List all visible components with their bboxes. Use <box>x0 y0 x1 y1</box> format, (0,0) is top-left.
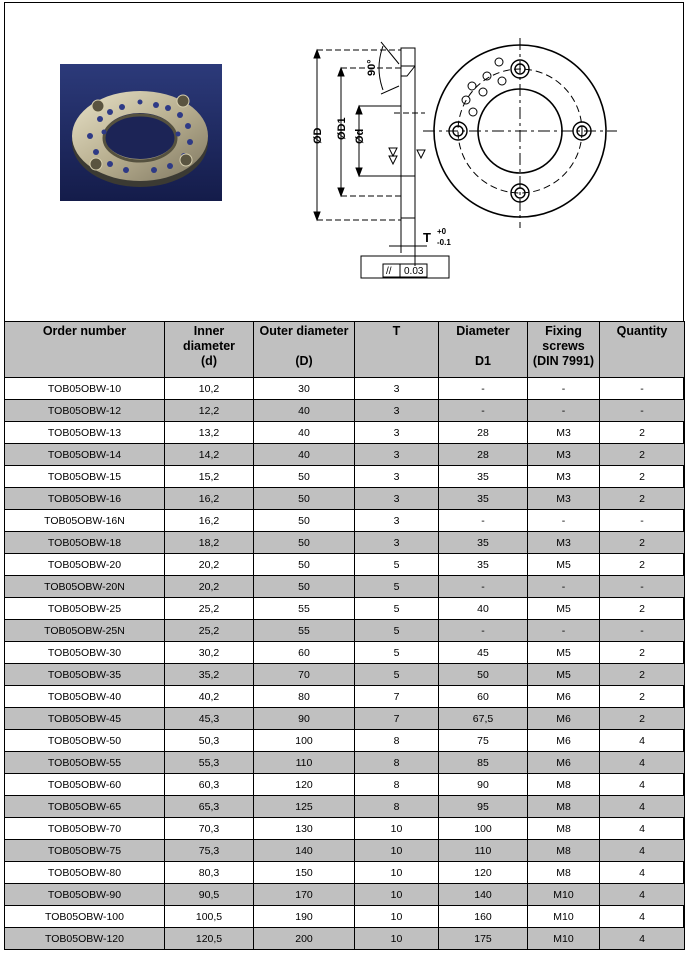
cell-order: TOB05OBW-35 <box>5 664 165 686</box>
cell-d1: 35 <box>439 554 528 576</box>
cell-outer: 55 <box>254 620 355 642</box>
table-row <box>5 620 685 642</box>
table-row <box>5 664 685 686</box>
cell-screw: M3 <box>528 532 600 554</box>
cell-outer: 70 <box>254 664 355 686</box>
cell-outer: 50 <box>254 554 355 576</box>
cell-inner: 20,2 <box>165 554 254 576</box>
cell-qty: 4 <box>600 884 685 906</box>
cell-inner: 120,5 <box>165 928 254 950</box>
cell-screw: M8 <box>528 796 600 818</box>
cell-qty: 4 <box>600 818 685 840</box>
cell-d1: - <box>439 576 528 598</box>
cell-outer: 170 <box>254 884 355 906</box>
table-row <box>5 466 685 488</box>
cell-t: 3 <box>355 466 439 488</box>
cell-inner: 55,3 <box>165 752 254 774</box>
inner-diameter-label: Ød <box>354 128 366 144</box>
cell-qty: 4 <box>600 862 685 884</box>
header-row <box>5 322 685 378</box>
cell-order: TOB05OBW-12 <box>5 400 165 422</box>
cell-qty: 2 <box>600 488 685 510</box>
cell-screw: - <box>528 576 600 598</box>
cell-screw: - <box>528 620 600 642</box>
cell-qty: 2 <box>600 664 685 686</box>
cell-inner: 25,2 <box>165 598 254 620</box>
table-row <box>5 598 685 620</box>
cell-inner: 80,3 <box>165 862 254 884</box>
cell-t: 10 <box>355 906 439 928</box>
cell-qty: 2 <box>600 422 685 444</box>
table-row <box>5 730 685 752</box>
cell-d1: 160 <box>439 906 528 928</box>
header-outer-diameter: Outer diameter (D) <box>254 322 355 378</box>
table-row <box>5 884 685 906</box>
pcd-label: ØD1 <box>336 117 348 140</box>
cell-t: 3 <box>355 444 439 466</box>
cell-order: TOB05OBW-18 <box>5 532 165 554</box>
cell-screw: M8 <box>528 862 600 884</box>
table-row <box>5 752 685 774</box>
table-row <box>5 862 685 884</box>
cell-order: TOB05OBW-120 <box>5 928 165 950</box>
cell-order: TOB05OBW-15 <box>5 466 165 488</box>
cell-inner: 10,2 <box>165 378 254 400</box>
cell-inner: 35,2 <box>165 664 254 686</box>
cell-t: 10 <box>355 884 439 906</box>
table-row <box>5 576 685 598</box>
cell-inner: 20,2 <box>165 576 254 598</box>
cell-d1: 85 <box>439 752 528 774</box>
cell-screw: M3 <box>528 488 600 510</box>
cell-screw: M10 <box>528 884 600 906</box>
cell-d1: 140 <box>439 884 528 906</box>
cell-qty: 2 <box>600 444 685 466</box>
header-quantity: Quantity <box>600 322 685 378</box>
cell-inner: 15,2 <box>165 466 254 488</box>
cell-screw: M3 <box>528 466 600 488</box>
cell-order: TOB05OBW-16N <box>5 510 165 532</box>
cell-inner: 75,3 <box>165 840 254 862</box>
cell-outer: 50 <box>254 466 355 488</box>
cell-d1: 120 <box>439 862 528 884</box>
cell-d1: - <box>439 620 528 642</box>
table-row <box>5 708 685 730</box>
cell-qty: - <box>600 620 685 642</box>
cell-d1: 90 <box>439 774 528 796</box>
cell-screw: M8 <box>528 840 600 862</box>
cell-screw: M8 <box>528 818 600 840</box>
cell-qty: 2 <box>600 642 685 664</box>
table-row <box>5 840 685 862</box>
cell-d1: 100 <box>439 818 528 840</box>
cell-t: 3 <box>355 378 439 400</box>
cell-qty: 4 <box>600 928 685 950</box>
cell-t: 7 <box>355 686 439 708</box>
cell-outer: 80 <box>254 686 355 708</box>
table-row <box>5 378 685 400</box>
cell-outer: 100 <box>254 730 355 752</box>
cell-order: TOB05OBW-20N <box>5 576 165 598</box>
cell-d1: 95 <box>439 796 528 818</box>
cell-order: TOB05OBW-60 <box>5 774 165 796</box>
cell-qty: - <box>600 576 685 598</box>
cell-d1: - <box>439 400 528 422</box>
cell-d1: 35 <box>439 532 528 554</box>
cell-outer: 50 <box>254 576 355 598</box>
cell-order: TOB05OBW-10 <box>5 378 165 400</box>
technical-drawing <box>303 38 623 288</box>
cell-inner: 70,3 <box>165 818 254 840</box>
cell-qty: 2 <box>600 532 685 554</box>
cell-inner: 60,3 <box>165 774 254 796</box>
cell-qty: 2 <box>600 554 685 576</box>
thrust-washer-image <box>60 64 222 201</box>
cell-qty: - <box>600 400 685 422</box>
table-row <box>5 510 685 532</box>
cell-order: TOB05OBW-55 <box>5 752 165 774</box>
header-thickness: T <box>355 322 439 378</box>
cell-order: TOB05OBW-13 <box>5 422 165 444</box>
outer-diameter-label: ØD <box>312 127 324 144</box>
table-row <box>5 774 685 796</box>
table-row <box>5 532 685 554</box>
cell-screw: M6 <box>528 708 600 730</box>
table-row <box>5 422 685 444</box>
cell-outer: 40 <box>254 422 355 444</box>
cell-d1: 75 <box>439 730 528 752</box>
tolerance-plus: +0 <box>437 227 447 236</box>
cell-inner: 13,2 <box>165 422 254 444</box>
cell-t: 8 <box>355 796 439 818</box>
cell-order: TOB05OBW-20 <box>5 554 165 576</box>
cell-d1: 35 <box>439 488 528 510</box>
table-row <box>5 642 685 664</box>
cell-t: 8 <box>355 774 439 796</box>
table-row <box>5 444 685 466</box>
cell-order: TOB05OBW-16 <box>5 488 165 510</box>
cell-inner: 40,2 <box>165 686 254 708</box>
cell-qty: - <box>600 510 685 532</box>
cell-order: TOB05OBW-70 <box>5 818 165 840</box>
cell-outer: 110 <box>254 752 355 774</box>
cell-inner: 50,3 <box>165 730 254 752</box>
cell-t: 10 <box>355 818 439 840</box>
catalog-page <box>4 2 684 949</box>
cell-d1: - <box>439 510 528 532</box>
cell-d1: 45 <box>439 642 528 664</box>
spec-table <box>4 321 685 950</box>
angle-label: 90° <box>366 59 378 76</box>
cell-d1: 35 <box>439 466 528 488</box>
cell-order: TOB05OBW-100 <box>5 906 165 928</box>
cell-d1: - <box>439 378 528 400</box>
table-row <box>5 554 685 576</box>
cell-outer: 50 <box>254 488 355 510</box>
cell-inner: 18,2 <box>165 532 254 554</box>
cell-order: TOB05OBW-40 <box>5 686 165 708</box>
cell-qty: 4 <box>600 752 685 774</box>
cell-outer: 200 <box>254 928 355 950</box>
cell-screw: - <box>528 510 600 532</box>
product-photo <box>60 64 222 201</box>
table-row <box>5 796 685 818</box>
table-row <box>5 488 685 510</box>
cell-t: 3 <box>355 532 439 554</box>
cell-d1: 67,5 <box>439 708 528 730</box>
cell-t: 8 <box>355 752 439 774</box>
cell-t: 5 <box>355 664 439 686</box>
cell-inner: 65,3 <box>165 796 254 818</box>
cell-screw: M10 <box>528 928 600 950</box>
cell-inner: 14,2 <box>165 444 254 466</box>
cell-t: 10 <box>355 840 439 862</box>
cell-t: 10 <box>355 928 439 950</box>
table-row <box>5 906 685 928</box>
cell-outer: 90 <box>254 708 355 730</box>
cell-outer: 150 <box>254 862 355 884</box>
cell-t: 3 <box>355 400 439 422</box>
cell-order: TOB05OBW-30 <box>5 642 165 664</box>
cell-d1: 175 <box>439 928 528 950</box>
cell-screw: M6 <box>528 730 600 752</box>
cell-outer: 125 <box>254 796 355 818</box>
cell-inner: 90,5 <box>165 884 254 906</box>
cell-order: TOB05OBW-25 <box>5 598 165 620</box>
cell-t: 5 <box>355 620 439 642</box>
cell-d1: 28 <box>439 422 528 444</box>
cell-screw: M10 <box>528 906 600 928</box>
cell-inner: 16,2 <box>165 510 254 532</box>
table-row <box>5 928 685 950</box>
cell-d1: 40 <box>439 598 528 620</box>
cell-inner: 100,5 <box>165 906 254 928</box>
cell-outer: 190 <box>254 906 355 928</box>
cell-outer: 50 <box>254 510 355 532</box>
cell-order: TOB05OBW-75 <box>5 840 165 862</box>
header-diameter-d1: Diameter D1 <box>439 322 528 378</box>
cell-screw: - <box>528 400 600 422</box>
table-row <box>5 818 685 840</box>
header-fixing-screws: Fixing screws (DIN 7991) <box>528 322 600 378</box>
cell-t: 3 <box>355 510 439 532</box>
cell-screw: M3 <box>528 444 600 466</box>
cell-d1: 60 <box>439 686 528 708</box>
cell-outer: 130 <box>254 818 355 840</box>
cell-outer: 60 <box>254 642 355 664</box>
cell-screw: M5 <box>528 642 600 664</box>
cell-screw: M6 <box>528 686 600 708</box>
table-row <box>5 400 685 422</box>
cell-qty: 4 <box>600 840 685 862</box>
tolerance-minus: -0.1 <box>437 238 451 247</box>
cell-screw: M5 <box>528 598 600 620</box>
header-order-number: Order number <box>5 322 165 378</box>
cell-d1: 50 <box>439 664 528 686</box>
cell-outer: 120 <box>254 774 355 796</box>
cell-t: 3 <box>355 488 439 510</box>
cell-order: TOB05OBW-25N <box>5 620 165 642</box>
cell-qty: 2 <box>600 466 685 488</box>
cell-screw: M5 <box>528 664 600 686</box>
cell-t: 3 <box>355 422 439 444</box>
cell-outer: 40 <box>254 444 355 466</box>
cell-order: TOB05OBW-80 <box>5 862 165 884</box>
cell-screw: - <box>528 378 600 400</box>
cell-inner: 12,2 <box>165 400 254 422</box>
cell-t: 5 <box>355 642 439 664</box>
cell-t: 7 <box>355 708 439 730</box>
cell-inner: 25,2 <box>165 620 254 642</box>
cell-t: 5 <box>355 554 439 576</box>
cell-screw: M3 <box>528 422 600 444</box>
parallelism-symbol: // <box>386 266 392 277</box>
cell-qty: 4 <box>600 774 685 796</box>
cell-qty: 4 <box>600 906 685 928</box>
cell-t: 10 <box>355 862 439 884</box>
cell-t: 5 <box>355 598 439 620</box>
cell-screw: M8 <box>528 774 600 796</box>
cell-inner: 30,2 <box>165 642 254 664</box>
cell-order: TOB05OBW-65 <box>5 796 165 818</box>
cell-outer: 50 <box>254 532 355 554</box>
cell-order: TOB05OBW-50 <box>5 730 165 752</box>
cell-t: 5 <box>355 576 439 598</box>
cell-outer: 30 <box>254 378 355 400</box>
cell-outer: 55 <box>254 598 355 620</box>
cell-qty: 2 <box>600 686 685 708</box>
cell-order: TOB05OBW-14 <box>5 444 165 466</box>
cell-screw: M5 <box>528 554 600 576</box>
cell-inner: 16,2 <box>165 488 254 510</box>
cell-order: TOB05OBW-90 <box>5 884 165 906</box>
cell-outer: 40 <box>254 400 355 422</box>
cell-screw: M6 <box>528 752 600 774</box>
cell-qty: 4 <box>600 796 685 818</box>
cell-inner: 45,3 <box>165 708 254 730</box>
parallelism-value: 0.03 <box>404 266 424 277</box>
cell-outer: 140 <box>254 840 355 862</box>
cell-d1: 28 <box>439 444 528 466</box>
thickness-label: T <box>423 230 431 245</box>
cell-qty: 2 <box>600 598 685 620</box>
cell-t: 8 <box>355 730 439 752</box>
cell-qty: 4 <box>600 730 685 752</box>
cell-d1: 110 <box>439 840 528 862</box>
cell-qty: 2 <box>600 708 685 730</box>
cell-order: TOB05OBW-45 <box>5 708 165 730</box>
header-inner-diameter: Inner diameter (d) <box>165 322 254 378</box>
cell-qty: - <box>600 378 685 400</box>
table-row <box>5 686 685 708</box>
